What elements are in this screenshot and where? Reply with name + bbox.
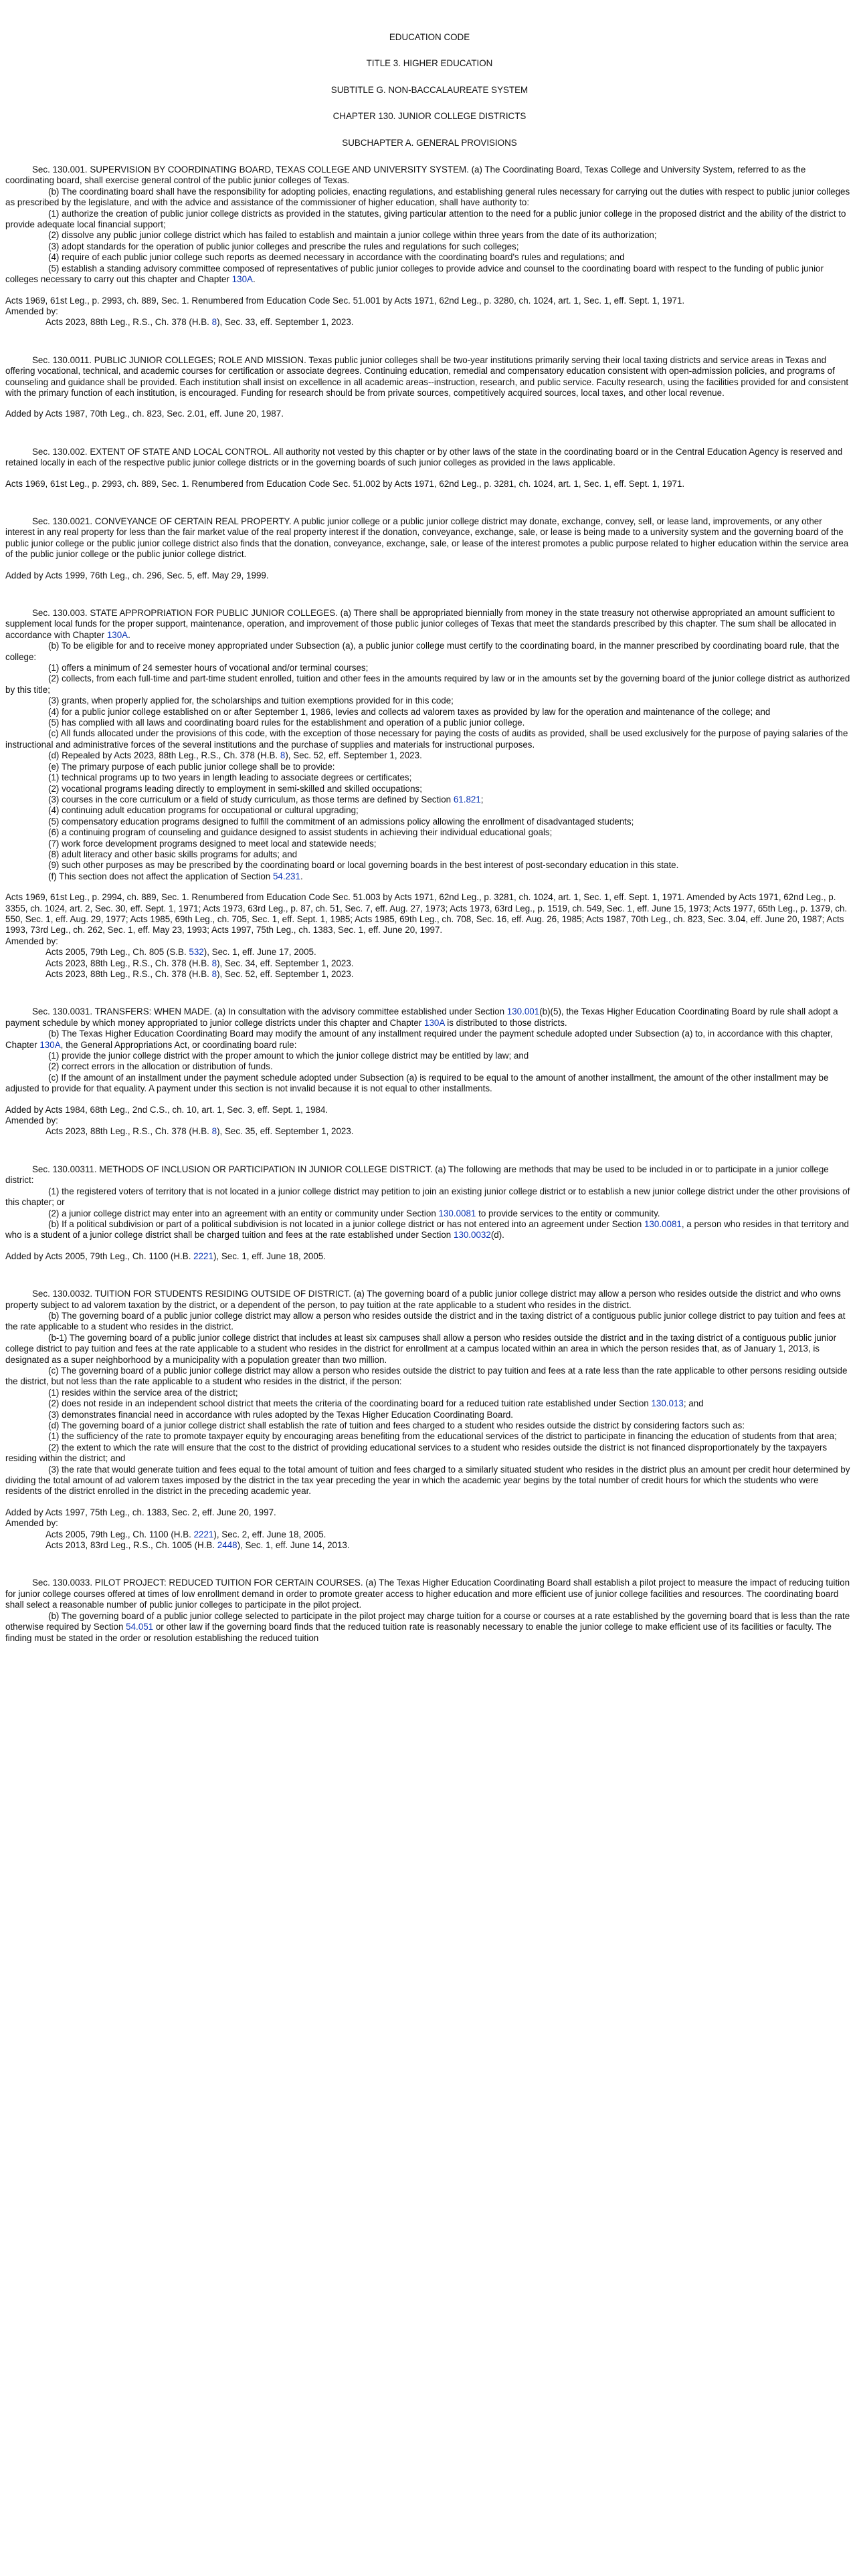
statute-link[interactable]: 2448	[217, 1540, 237, 1551]
paragraph: (4) continuing adult education programs for occupational or cultural upgrading;	[48, 805, 359, 816]
paragraph: (f) This section does not affect the application of Section 54.231.	[48, 871, 303, 881]
paragraph: Acts 2005, 79th Leg., Ch. 1100 (H.B. 2221), Sec. 2, eff. June 18, 2005.	[45, 1529, 326, 1539]
paragraph: Sec. 130.0021. CONVEYANCE OF CERTAIN REAL PROPERTY. A public junior college or a public junior college district may donate, exchange, convey, sell, or lease land, improvements, or any other interest in any real property for less than the fair market value of the real property interest if the donation, conveyance, exchange, sale, or lease is being made to a university system and the governing board of the public junior college or the public junior college district also finds that the donation, conveyance, exchange, sale, or lease of the interest promotes a public purpose related to higher education within the service area of the public junior college or the public junior college district.	[5, 516, 849, 560]
paragraph: (2) a junior college district may enter into an agreement with an entity or community under Section 130.0081 to provide services to the entity or community.	[48, 1208, 660, 1218]
paragraph: (b) If a political subdivision or part of a political subdivision is not located in a junior college district or has not entered into an agreement under Section 130.0081, a person who resides in that territory and who is a student of a junior college district shall be charged tuition and fees at the rate established under Section 130.0032(d).	[5, 1218, 849, 1241]
paragraph: (3) adopt standards for the operation of public junior colleges and prescribe the rules and regulations for such colleges;	[48, 241, 519, 251]
statute-link[interactable]: 8	[211, 1126, 217, 1137]
paragraph: Sec. 130.00311. METHODS OF INCLUSION OR PARTICIPATION IN JUNIOR COLLEGE DISTRICT. (a) The following are methods that may be used to be included in or to participate in a junior college district:	[5, 1164, 829, 1186]
paragraph: (c) All funds allocated under the provisions of this code, with the exception of those necessary for paying the costs of audits as provided, shall be used exclusively for the purpose of paying salaries of the instructional and administrative forces of the several institutions and the purchase of supplies and materials for instructional purposes.	[5, 728, 848, 750]
statute-link[interactable]: 2221	[193, 1529, 214, 1539]
paragraph: (b) The governing board of a public junior college selected to participate in the pilot project may charge tuition for a course or courses at a rate established by the governing board that is less than the rate otherwise required by Section 54.051 or other law if the governing board finds that the reduced tuition rate is reasonably necessary to enable the junior college to make efficient use of its facilities or faculty. The finding must be stated in the order or resolution establishing the reduced tuition	[5, 1610, 850, 1643]
section-130-0033	[5, 1578, 854, 1643]
statute-sections	[5, 165, 854, 1644]
paragraph: Sec. 130.0031. TRANSFERS: WHEN MADE. (a) In consultation with the advisory committee established under Section 130.001(b)(5), the Texas Higher Education Coordinating Board by rule shall adopt a payment schedule by which money appropriated to junior college districts under this chapter and Chapter 130A is distributed to those districts.	[5, 1006, 838, 1028]
paragraph: Acts 2023, 88th Leg., R.S., Ch. 378 (H.B. 8), Sec. 33, eff. September 1, 2023.	[45, 317, 354, 328]
section-130-0031	[5, 1006, 854, 1137]
paragraph: Added by Acts 2005, 79th Leg., Ch. 1100 (H.B. 2221), Sec. 1, eff. June 18, 2005.	[5, 1251, 326, 1261]
paragraph: (c) If the amount of an installment under the payment schedule adopted under Subsection (a) is required to be equal to the amount of another installment, the amount of the other installment may be adjusted to provide for that equality. A payment under this section is not invalid because it is not equal to other installments.	[5, 1072, 829, 1094]
section-130-0032	[5, 1289, 854, 1551]
paragraph: (2) correct errors in the allocation or distribution of funds.	[48, 1061, 273, 1072]
statute-link[interactable]: 130.0081	[438, 1208, 476, 1218]
paragraph: Acts 1969, 61st Leg., p. 2993, ch. 889, Sec. 1. Renumbered from Education Code Sec. 51.002 by Acts 1971, 62nd Leg., p. 3281, ch. 1024, art. 1, Sec. 1, eff. Sept. 1, 1971.	[5, 478, 685, 489]
paragraph: Amended by:	[5, 1115, 58, 1126]
statute-link[interactable]: 54.051	[126, 1622, 154, 1632]
paragraph: (b) To be eligible for and to receive money appropriated under Subsection (a), a public junior college must certify to the coordinating board, in the manner prescribed by coordinating board rule, that the college:	[5, 641, 840, 662]
paragraph: (4) for a public junior college established on or after September 1, 1986, levies and collects ad valorem taxes as provided by law for the operation and maintenance of the college; and	[48, 706, 771, 717]
paragraph: Acts 2023, 88th Leg., R.S., Ch. 378 (H.B. 8), Sec. 52, eff. September 1, 2023.	[45, 969, 354, 979]
paragraph: (5) compensatory education programs designed to fulfill the commitment of an admissions policy allowing the enrollment of disadvantaged students;	[48, 816, 634, 827]
paragraph: (7) work force development programs designed to meet local and statewide needs;	[48, 838, 377, 849]
paragraph: (b) The Texas Higher Education Coordinating Board may modify the amount of any installment required under the payment schedule adopted under Subsection (a) to, in accordance with this chapter, Chapter 130A, the General Appropriations Act, or coordinating board rule:	[5, 1029, 833, 1050]
statute-link[interactable]: 130.013	[651, 1398, 684, 1409]
paragraph: (1) the registered voters of territory that is not located in a junior college district may petition to join an existing junior college district or to establish a new junior college district under the other provisions of this chapter; or	[5, 1186, 850, 1208]
paragraph: (1) authorize the creation of public junior college districts as provided in the statutes, giving particular attention to the need for a public junior college in the proposed district and the ability of the district to provide adequate local financial support;	[5, 208, 846, 230]
heading-4: SUBCHAPTER A. GENERAL PROVISIONS	[342, 137, 517, 148]
paragraph: (1) technical programs up to two years in length leading to associate degrees or certificates;	[48, 772, 412, 783]
statute-link[interactable]: 130A	[39, 1039, 61, 1050]
paragraph: (b-1) The governing board of a public junior college district that includes at least six campuses shall allow a person who resides outside the district and in the taxing district of a contiguous public junior college district to pay tuition and fees at the rate applicable to a student who resides in the district for enrollment at a campus located within an area in which the person resides that, as of January 1, 2013, is designated as a super neighborhood by a municipality with a population greater than two million.	[5, 1332, 837, 1365]
statute-link[interactable]: 130A	[106, 629, 128, 640]
paragraph: (1) resides within the service area of the district;	[48, 1387, 238, 1398]
heading-0: EDUCATION CODE	[389, 32, 470, 42]
paragraph: (2) collects, from each full-time and part-time student enrolled, tuition and other fees in the amounts required by law or in the amounts set by the governing board of the junior college district as authorized by this title;	[5, 673, 850, 695]
paragraph: (1) offers a minimum of 24 semester hours of vocational and/or terminal courses;	[48, 663, 369, 673]
statute-link[interactable]: 8	[280, 750, 286, 761]
document-headings	[5, 32, 854, 148]
paragraph: (5) establish a standing advisory committee composed of representatives of public junior colleges to provide advice and counsel to the coordinating board with respect to the funding of public junior colleges necessary to carry out this chapter and Chapter 130A.	[5, 263, 824, 285]
paragraph: (d) Repealed by Acts 2023, 88th Leg., R.S., Ch. 378 (H.B. 8), Sec. 52, eff. September 1, 2023.	[48, 750, 422, 761]
paragraph: (4) require of each public junior college such reports as deemed necessary in accordance with the coordinating board's rules and regulations; and	[48, 252, 625, 263]
paragraph: (5) has complied with all laws and coordinating board rules for the establishment and operation of a public junior college.	[48, 718, 525, 728]
statute-link[interactable]: 61.821	[453, 794, 481, 804]
paragraph: (1) the sufficiency of the rate to promote taxpayer equity by encouraging areas benefiting from the educational services of the district to participate in financing the education of students from that area;	[48, 1431, 837, 1442]
statute-link[interactable]: 2221	[193, 1251, 213, 1261]
paragraph: (8) adult literacy and other basic skills programs for adults; and	[48, 849, 298, 859]
paragraph: Sec. 130.001. SUPERVISION BY COORDINATING BOARD, TEXAS COLLEGE AND UNIVERSITY SYSTEM. (a) The Coordinating Board, Texas College and University System, referred to as the coordinating board, shall exercise general control of the public junior colleges of Texas.	[5, 165, 806, 186]
statute-link[interactable]: 532	[189, 947, 204, 958]
statute-link[interactable]: 8	[211, 969, 217, 979]
heading-2: SUBTITLE G. NON-BACCALAUREATE SYSTEM	[330, 84, 529, 95]
paragraph: Sec. 130.0011. PUBLIC JUNIOR COLLEGES; ROLE AND MISSION. Texas public junior colleges shall be two-year institutions primarily serving their local taxing districts and service areas in Texas and offering vocational, technical, and academic courses for certification or associate degrees. Continuing education, remedial and compensatory education consistent with open-admission policies, and programs of counseling and guidance shall be provided. Each institution shall insist on excellence in all academic areas--instruction, research, and public service. Faculty research, using the facilities provided for and consistent with the primary function of each institution, is encouraged. Funding for research should be from private sources, competitively acquired sources, local taxes, and other local revenue.	[5, 354, 849, 398]
paragraph: Acts 1969, 61st Leg., p. 2993, ch. 889, Sec. 1. Renumbered from Education Code Sec. 51.001 by Acts 1971, 62nd Leg., p. 3280, ch. 1024, art. 1, Sec. 1, eff. Sept. 1, 1971.	[5, 295, 685, 306]
paragraph: Sec. 130.0032. TUITION FOR STUDENTS RESIDING OUTSIDE OF DISTRICT. (a) The governing board of a public junior college district may allow a person who resides outside the district and who owns property subject to ad valorem taxation by the district, or a dependent of the person, to pay tuition at the rate applicable to a student who resides in the district.	[5, 1289, 841, 1310]
paragraph: (3) courses in the core curriculum or a field of study curriculum, as those terms are defined by Section 61.821;	[48, 794, 484, 804]
paragraph: Sec. 130.0033. PILOT PROJECT: REDUCED TUITION FOR CERTAIN COURSES. (a) The Texas Higher Education Coordinating Board shall establish a pilot project to measure the impact of reducing tuition for junior college courses offered at times of low enrollment demand in order to promote greater access to higher education and more efficient use of junior college facilities and resources. The coordinating board shall select a reasonable number of public junior colleges to participate in the pilot project.	[5, 1578, 850, 1610]
statute-link[interactable]: 8	[211, 317, 217, 328]
paragraph: Acts 2023, 88th Leg., R.S., Ch. 378 (H.B. 8), Sec. 34, eff. September 1, 2023.	[45, 958, 354, 968]
paragraph: (2) dissolve any public junior college district which has failed to establish and maintain a junior college within three years from the date of its authorization;	[48, 230, 657, 241]
paragraph: Sec. 130.002. EXTENT OF STATE AND LOCAL CONTROL. All authority not vested by this chapter or by other laws of the state in the coordinating board or in the Central Education Agency is reserved and retained locally in each of the respective public junior college districts or in the governing boards of such junior colleges as provided in the laws applicable.	[5, 446, 843, 468]
section-130-002	[5, 447, 854, 490]
paragraph: Acts 2005, 79th Leg., Ch. 805 (S.B. 532), Sec. 1, eff. June 17, 2005.	[45, 947, 316, 958]
paragraph: Added by Acts 1997, 75th Leg., ch. 1383, Sec. 2, eff. June 20, 1997.	[5, 1507, 276, 1517]
paragraph: (1) provide the junior college district with the proper amount to which the junior college district may be entitled by law; and	[48, 1051, 529, 1061]
section-130-0021	[5, 516, 854, 581]
statute-link[interactable]: 8	[211, 958, 217, 968]
paragraph: (2) the extent to which the rate will ensure that the cost to the district of providing educational services to a student who resides outside the district is not financed disproportionately by the taxpayers residing within the district; and	[5, 1442, 828, 1464]
paragraph: Acts 2023, 88th Leg., R.S., Ch. 378 (H.B. 8), Sec. 35, eff. September 1, 2023.	[45, 1126, 354, 1137]
paragraph: Added by Acts 1987, 70th Leg., ch. 823, Sec. 2.01, eff. June 20, 1987.	[5, 409, 284, 419]
paragraph: Amended by:	[5, 936, 58, 946]
paragraph: (3) demonstrates financial need in accordance with rules adopted by the Texas Higher Education Coordinating Board.	[48, 1409, 513, 1420]
paragraph: Acts 1969, 61st Leg., p. 2994, ch. 889, Sec. 1. Renumbered from Education Code Sec. 51.003 by Acts 1971, 62nd Leg., p. 3281, ch. 1024, art. 1, Sec. 1, eff. Sept. 1, 1971. Amended by Acts 1971, 62nd Leg., p. 3355, ch. 1024, art. 2, Sec. 30, eff. Sept. 1, 1971; Acts 1973, 63rd Leg., p. 87, ch. 51, Sec. 7, eff. Aug. 27, 1973; Acts 1973, 63rd Leg., p. 1519, ch. 549, Sec. 1, eff. June 15, 1973; Acts 1977, 65th Leg., p. 1379, ch. 550, Sec. 1, eff. Aug. 29, 1977; Acts 1985, 69th Leg., ch. 705, Sec. 1, eff. Sept. 1, 1985; Acts 1985, 69th Leg., ch. 708, Sec. 16, eff. Aug. 26, 1985; Acts 1987, 70th Leg., ch. 823, Sec. 3.04, eff. June 20, 1987; Acts 1993, 73rd Leg., ch. 262, Sec. 1, eff. May 23, 1993; Acts 1997, 75th Leg., ch. 1383, Sec. 1, eff. June 20, 1997.	[5, 892, 848, 936]
statute-link[interactable]: 130.001	[506, 1006, 540, 1017]
paragraph: (3) grants, when properly applied for, the scholarships and tuition exemptions provided for in this code;	[48, 695, 454, 706]
paragraph: Acts 2013, 83rd Leg., R.S., Ch. 1005 (H.B. 2448), Sec. 1, eff. June 14, 2013.	[45, 1540, 350, 1551]
paragraph: (3) the rate that would generate tuition and fees equal to the total amount of tuition and fees charged to a similarly situated student who resides in the district plus an amount per credit hour determined by dividing the total amount of ad valorem taxes imposed by the district in the tax year preceding the year in which the academic year begins by the total number of credit hours for which the students who were residents of the district enrolled in the district in the preceding academic year.	[5, 1464, 850, 1497]
statute-link[interactable]: 130A	[231, 274, 253, 285]
paragraph: Added by Acts 1984, 68th Leg., 2nd C.S., ch. 10, art. 1, Sec. 3, eff. Sept. 1, 1984.	[5, 1104, 328, 1115]
paragraph: (2) does not reside in an independent school district that meets the criteria of the coordinating board for a reduced tuition rate established under Section 130.013; and	[48, 1398, 704, 1409]
paragraph: (c) The governing board of a public junior college district may allow a person who resides outside the district to pay tuition and fees at a rate less than the rate applicable to other persons residing outside the district, but not less than the rate applicable to a student who resides in the district, if the person:	[5, 1365, 848, 1387]
paragraph: Amended by:	[5, 306, 58, 316]
heading-3: CHAPTER 130. JUNIOR COLLEGE DISTRICTS	[332, 111, 527, 122]
paragraph: (9) such other purposes as may be prescribed by the coordinating board or local governing boards in the best interest of post-secondary education in this state.	[48, 860, 679, 871]
paragraph: Sec. 130.003. STATE APPROPRIATION FOR PUBLIC JUNIOR COLLEGES. (a) There shall be appropriated biennially from money in the state treasury not otherwise appropriated an amount sufficient to supplement local funds for the proper support, maintenance, operation, and improvement of those public junior colleges of Texas that meet the standards prescribed by this chapter. The sum shall be allocated in accordance with Chapter 130A.	[5, 608, 836, 640]
section-130-003	[5, 608, 854, 980]
paragraph: Added by Acts 1999, 76th Leg., ch. 296, Sec. 5, eff. May 29, 1999.	[5, 570, 269, 580]
statute-link[interactable]: 54.231	[272, 871, 300, 881]
section-130-001	[5, 165, 854, 328]
paragraph: (e) The primary purpose of each public junior college shall be to provide:	[48, 761, 335, 772]
paragraph: (2) vocational programs leading directly to employment in semi-skilled and skilled occupations;	[48, 783, 422, 794]
section-130-00311	[5, 1164, 854, 1262]
statute-link[interactable]: 130.0081	[644, 1218, 682, 1229]
paragraph: (6) a continuing program of counseling and guidance designed to assist students in achieving their individual educational goals;	[48, 827, 553, 838]
paragraph: Amended by:	[5, 1518, 58, 1529]
paragraph: (d) The governing board of a junior college district shall establish the rate of tuition and fees charged to a student who resides outside the district by considering factors such as:	[48, 1420, 745, 1430]
heading-1: TITLE 3. HIGHER EDUCATION	[366, 58, 493, 69]
paragraph: (b) The coordinating board shall have the responsibility for adopting policies, enacting regulations, and establishing general rules necessary for carrying out the duties with respect to public junior colleges as prescribed by the legislature, and with the advice and assistance of the commissioner of higher education, shall have authority to:	[5, 186, 850, 208]
statute-link[interactable]: 130.0032	[453, 1230, 491, 1241]
paragraph: (b) The governing board of a public junior college district may allow a person who resides outside the district and in the taxing district of a contiguous public junior college district to pay tuition and fees at the rate applicable to a student who resides in the district.	[5, 1310, 846, 1332]
statute-link[interactable]: 130A	[424, 1017, 445, 1028]
section-130-0011	[5, 355, 854, 420]
